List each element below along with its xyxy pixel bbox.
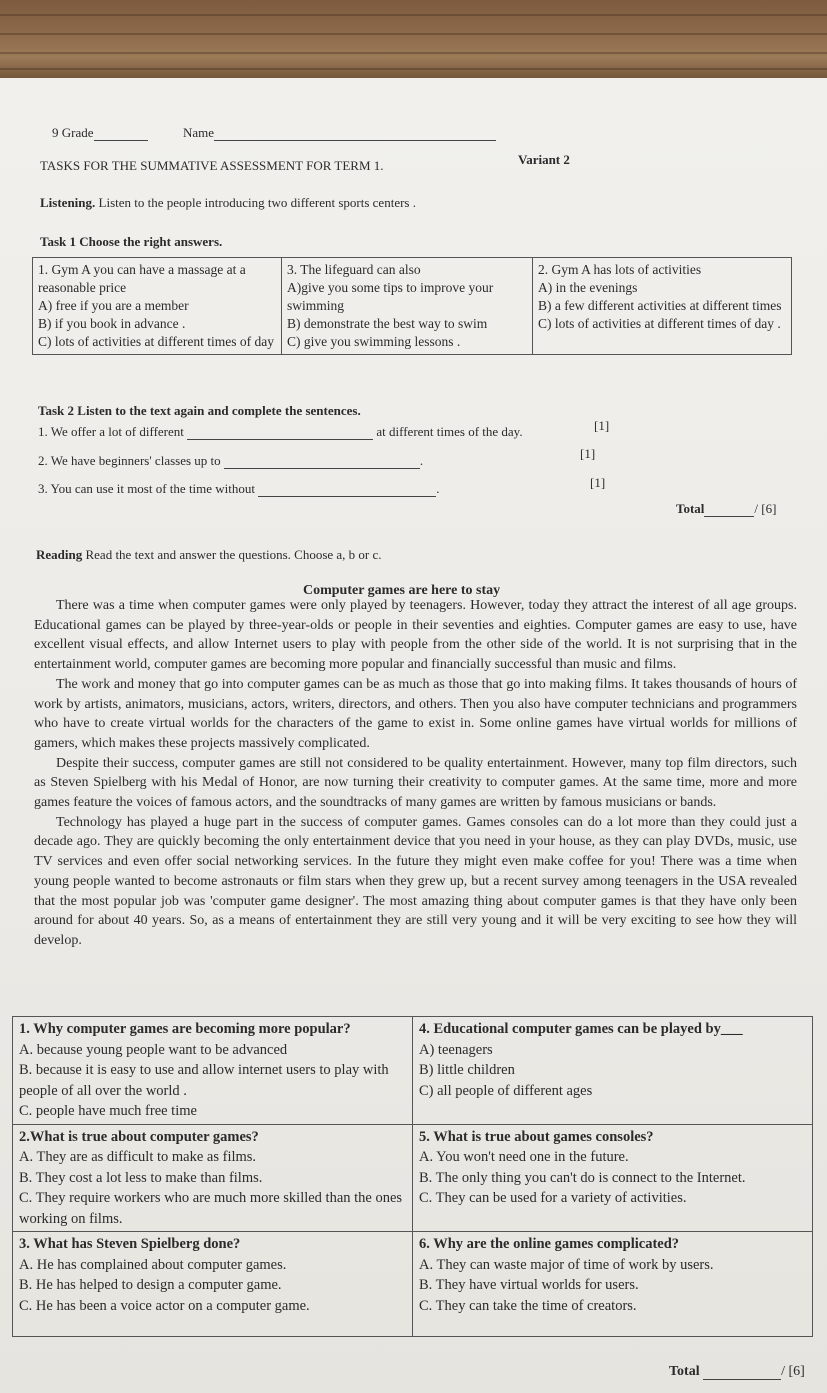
sentence-blank[interactable] xyxy=(224,468,420,469)
reading-text xyxy=(34,596,797,951)
answer-option[interactable]: C) lots of activities at different times of day xyxy=(38,334,274,349)
answer-option[interactable]: B) little children xyxy=(419,1062,515,1078)
reading-question-cell xyxy=(413,1232,813,1337)
task1-question-cell xyxy=(33,258,282,355)
answer-option[interactable]: B. because it is easy to use and allow internet users to play with people of all over the world . xyxy=(19,1062,389,1099)
name-label: Name xyxy=(183,125,215,140)
variant-label: Variant 2 xyxy=(518,152,570,167)
mark-label: [1] xyxy=(580,446,596,461)
question-text: 3. What has Steven Spielberg done? xyxy=(19,1236,241,1252)
task1-question-cell xyxy=(282,258,533,355)
total-blank[interactable] xyxy=(703,1379,781,1380)
reading-total xyxy=(669,1364,805,1380)
sentence-start: 1. We offer a lot of different xyxy=(38,424,184,439)
answer-option[interactable]: C. people have much free time xyxy=(19,1103,197,1119)
question-text: 1. Gym A you can have a massage at a reasonable price xyxy=(38,262,246,295)
page-title: TASKS FOR THE SUMMATIVE ASSESSMENT FOR TERM 1. xyxy=(40,158,384,173)
answer-option[interactable]: B. They cost a lot less to make than films. xyxy=(19,1169,263,1186)
grade-field xyxy=(52,125,148,141)
reading-instruction-text: Read the text and answer the questions. Choose a, b or c. xyxy=(85,547,382,562)
answer-option[interactable]: B) if you book in advance . xyxy=(38,316,186,331)
answer-option[interactable]: A. They can waste major of time of work by users. xyxy=(419,1256,714,1273)
answer-option[interactable]: A. because young people want to be advanced xyxy=(19,1041,288,1058)
task1-question-cell xyxy=(533,258,792,355)
answer-option[interactable]: C) lots of activities at different times of day . xyxy=(538,316,781,331)
reading-paragraph: The work and money that go into computer games can be as much as those that go into making films. It takes thousands of hours of work by artists, animators, musicians, actors, writers, directors, and others. Then you also have computer technicians and programmers who have to create virtual worlds for the characters of the game to exist in. Some online games have virtual worlds for millions of gamers, which makes these projects massively complicated. xyxy=(34,676,797,751)
reading-paragraph: Technology has played a huge part in the success of computer games. Games consoles can do a lot more than they could just a decade ago. They are quickly becoming the only entertainment device that you need in your house, as they can play DVDs, music, use TV services and even offer social networking services. In the future they might even make coffee for you! There was a time when young people wanted to become astronauts or film stars when they grew up, but a recent survey among teenagers in the USA revealed that the most popular job was 'computer game designer'. The most amazing thing about computer games is that they have only been around for about 40 years. So, as a means of entertainment they are still very young and it will be very exciting to see how they will develop. xyxy=(34,814,797,948)
wooden-table-background xyxy=(0,0,827,82)
reading-questions-table xyxy=(12,1016,813,1337)
reading-question-cell xyxy=(13,1232,413,1337)
wood-grain xyxy=(0,33,827,35)
sentence-blank[interactable] xyxy=(187,439,373,440)
sentence-blank[interactable] xyxy=(258,496,436,497)
answer-option[interactable]: B. They have virtual worlds for users. xyxy=(419,1277,639,1293)
question-text: 4. Educational computer games can be played by___ xyxy=(419,1021,743,1037)
task1-table xyxy=(32,257,792,355)
question-text: 1. Why computer games are becoming more popular? xyxy=(19,1021,351,1037)
mark-label: [1] xyxy=(594,418,610,433)
total-max: / [6] xyxy=(754,501,777,516)
answer-option[interactable]: A. You won't need one in the future. xyxy=(419,1149,629,1165)
task2-title: Task 2 Listen to the text again and complete the sentences. xyxy=(38,403,361,418)
question-text: 2.What is true about computer games? xyxy=(19,1128,259,1145)
total-label: Total xyxy=(676,501,705,516)
total-blank[interactable] xyxy=(704,516,754,517)
answer-option[interactable]: A) teenagers xyxy=(419,1041,493,1058)
question-text: 2. Gym A has lots of activities xyxy=(538,262,702,277)
mark-label: [1] xyxy=(590,475,606,490)
answer-option[interactable]: A. They are as difficult to make as films. xyxy=(19,1149,257,1165)
answer-option[interactable]: C. They can be used for a variety of activities. xyxy=(419,1190,687,1206)
listening-label: Listening. xyxy=(40,195,96,210)
question-text: 3. The lifeguard can also xyxy=(287,262,421,277)
answer-option[interactable]: B) demonstrate the best way to swim xyxy=(287,316,488,331)
reading-instruction xyxy=(36,547,382,563)
wood-grain xyxy=(0,68,827,70)
sentence-end: at different times of the day. xyxy=(376,424,523,439)
reading-question-cell xyxy=(13,1017,413,1125)
name-field xyxy=(183,125,496,141)
listening-instruction xyxy=(40,195,416,211)
reading-paragraph: There was a time when computer games were only played by teenagers. However, today they attract the interest of all age groups. Educational games can be played by three-year-olds or people in their seventies and eighties. Computer games are easy to use, have excellent visual effects, and allow Internet users to play with people from the other side of the world. It is not surprising that in the entertainment world, computer games are becoming more popular and financially successful than music and films. xyxy=(34,598,797,673)
answer-option[interactable]: B) a few different activities at different times xyxy=(538,298,782,313)
task1-title: Task 1 Choose the right answers. xyxy=(40,234,223,249)
reading-label: Reading xyxy=(36,547,83,562)
task2-item-2 xyxy=(38,453,423,469)
answer-option[interactable]: C. They can take the time of creators. xyxy=(419,1297,637,1314)
answer-option[interactable]: B. The only thing you can't do is connect to the Internet. xyxy=(419,1169,746,1186)
sentence-start: 3. You can use it most of the time without xyxy=(38,481,256,496)
task2-total xyxy=(676,501,776,517)
sentence-end: . xyxy=(436,481,440,496)
reading-paragraph: Despite their success, computer games are still not considered to be quality entertainment. However, many top film directors, such as Steven Spielberg with his Medal of Honor, are now turning their creativity to computer games. At the same time, more and more games feature the voices of famous actors, and the soundtracks of many games are written by famous musicians or bands. xyxy=(34,755,797,811)
answer-option[interactable]: A)give you some tips to improve your swimming xyxy=(287,280,494,313)
wood-grain xyxy=(0,52,827,54)
question-text: 5. What is true about games consoles? xyxy=(419,1128,654,1145)
reading-title: Computer games are here to stay xyxy=(303,583,501,598)
answer-option[interactable]: C. They require workers who are much more skilled than the ones working on films. xyxy=(19,1190,403,1227)
listening-text: Listen to the people introducing two different sports centers . xyxy=(98,195,416,210)
task2-item-3 xyxy=(38,481,440,497)
reading-question-cell xyxy=(413,1124,813,1232)
answer-option[interactable]: C) give you swimming lessons . xyxy=(287,334,461,349)
total-max: / [6] xyxy=(781,1364,805,1379)
task2-item-1 xyxy=(38,424,523,440)
answer-option[interactable]: C. He has been a voice actor on a computer game. xyxy=(19,1297,310,1314)
total-label: Total xyxy=(669,1364,700,1379)
question-text: 6. Why are the online games complicated? xyxy=(419,1236,680,1252)
wood-grain xyxy=(0,14,827,16)
reading-question-cell xyxy=(13,1124,413,1232)
answer-option[interactable]: A) free if you are a member xyxy=(38,298,189,313)
grade-blank[interactable] xyxy=(94,140,148,141)
answer-option[interactable]: C) all people of different ages xyxy=(419,1082,593,1099)
sentence-end: . xyxy=(419,453,424,468)
name-blank[interactable] xyxy=(214,140,496,141)
reading-question-cell xyxy=(413,1017,813,1125)
grade-label: 9 Grade xyxy=(52,125,94,140)
answer-option[interactable]: B. He has helped to design a computer game. xyxy=(19,1277,282,1293)
answer-option[interactable]: A. He has complained about computer games. xyxy=(19,1256,287,1273)
answer-option[interactable]: A) in the evenings xyxy=(538,280,638,295)
sentence-start: 2. We have beginners' classes up to xyxy=(38,453,221,468)
